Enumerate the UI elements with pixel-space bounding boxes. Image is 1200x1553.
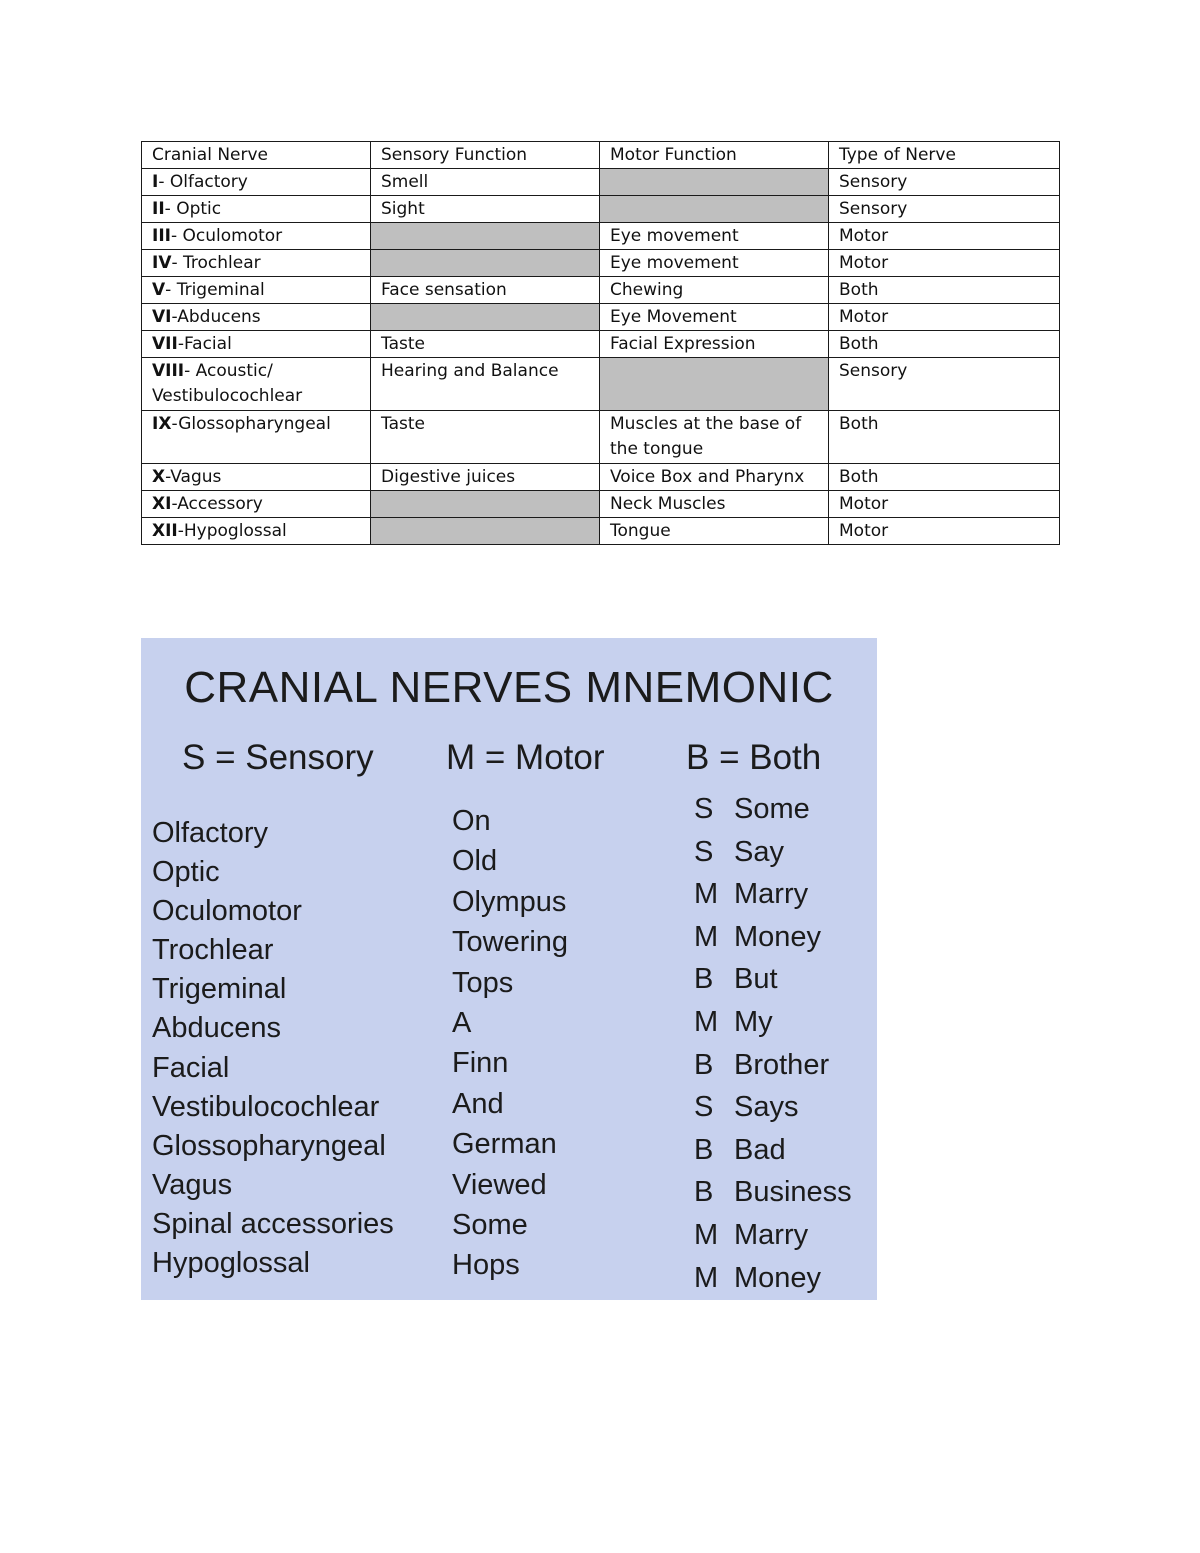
cell-type-of-nerve: Both	[829, 464, 1060, 491]
list-item	[694, 1044, 852, 1087]
cell-cranial-nerve	[142, 196, 371, 223]
nerve-numeral: X	[152, 467, 166, 487]
list-item	[694, 831, 852, 874]
table-row	[142, 169, 1060, 196]
list-item: Old	[452, 845, 498, 878]
nerve-name: - Acoustic/ Vestibulocochlear	[152, 361, 303, 406]
table-row	[142, 358, 1060, 411]
cell-cranial-nerve	[142, 250, 371, 277]
cell-motor-function: Eye movement	[600, 250, 829, 277]
list-item: Abducens	[152, 1012, 281, 1045]
list-item: Glossopharyngeal	[152, 1129, 386, 1162]
nerve-name: -Vagus	[165, 467, 222, 487]
nerve-name: - Trochlear	[171, 253, 261, 273]
nerve-numeral: V	[152, 280, 166, 300]
cell-cranial-nerve	[142, 331, 371, 358]
cell-sensory-function: Digestive juices	[371, 464, 600, 491]
list-item	[694, 788, 852, 831]
table-row	[142, 277, 1060, 304]
cell-sensory-function	[371, 304, 600, 331]
nerve-numeral: VI	[152, 307, 172, 327]
list-item: Olympus	[452, 885, 567, 918]
legend-both: B = Both	[686, 738, 822, 777]
type-code-word: Money	[734, 920, 822, 953]
cell-motor-function: Neck Muscles	[600, 491, 829, 518]
list-item: Optic	[152, 856, 220, 889]
nerve-name: - Oculomotor	[170, 226, 283, 246]
nerve-name: - Optic	[164, 199, 222, 219]
type-code-letter: M	[694, 1005, 719, 1038]
type-code-word: But	[734, 963, 778, 996]
list-item	[694, 1214, 852, 1257]
type-code-word: Bad	[734, 1133, 786, 1166]
table-row	[142, 331, 1060, 358]
cell-type-of-nerve: Both	[829, 331, 1060, 358]
cell-motor-function: Tongue	[600, 518, 829, 545]
cell-sensory-function	[371, 491, 600, 518]
list-item: Oculomotor	[152, 895, 302, 928]
header-motor-function: Motor Function	[600, 142, 829, 169]
list-item: German	[452, 1128, 557, 1161]
type-code-letter: B	[694, 1048, 714, 1081]
nerve-name: -Hypoglossal	[177, 521, 287, 541]
cell-sensory-function	[371, 250, 600, 277]
type-code-letter: B	[694, 1133, 714, 1166]
cell-motor-function	[600, 169, 829, 196]
list-item	[694, 958, 852, 1001]
list-item: Tops	[452, 966, 514, 999]
nerve-numeral: IX	[152, 414, 172, 434]
cell-sensory-function: Taste	[371, 411, 600, 464]
cranial-nerve-table	[141, 141, 1060, 545]
nerve-name: -Accessory	[171, 494, 263, 514]
cell-cranial-nerve	[142, 223, 371, 250]
cell-type-of-nerve: Motor	[829, 223, 1060, 250]
list-item: Finn	[452, 1047, 509, 1080]
cell-motor-function: Eye Movement	[600, 304, 829, 331]
type-code-letter: B	[694, 1176, 714, 1209]
list-item: Spinal accessories	[152, 1207, 394, 1240]
list-item: Trochlear	[152, 934, 274, 967]
list-item	[694, 1171, 852, 1214]
cell-cranial-nerve	[142, 304, 371, 331]
mnemonic-panel	[141, 638, 877, 1300]
cell-type-of-nerve: Motor	[829, 250, 1060, 277]
list-item	[694, 1086, 852, 1129]
type-code-letter: B	[694, 963, 714, 996]
table-row	[142, 223, 1060, 250]
cell-motor-function: Voice Box and Pharynx	[600, 464, 829, 491]
table-header-row	[142, 142, 1060, 169]
cell-cranial-nerve	[142, 277, 371, 304]
legend-motor: M = Motor	[446, 738, 605, 777]
list-item: Vagus	[152, 1168, 233, 1201]
table-row	[142, 250, 1060, 277]
cell-sensory-function	[371, 223, 600, 250]
cell-cranial-nerve	[142, 169, 371, 196]
cell-type-of-nerve: Sensory	[829, 196, 1060, 223]
nerve-numeral: VII	[152, 334, 178, 354]
table-row	[142, 491, 1060, 518]
type-code-word: Business	[734, 1176, 852, 1209]
type-code-word: Say	[734, 835, 784, 868]
nerve-name: - Trigeminal	[165, 280, 265, 300]
type-code-word: Says	[734, 1091, 799, 1124]
cell-motor-function: Muscles at the base of the tongue	[600, 411, 829, 464]
cell-type-of-nerve: Both	[829, 277, 1060, 304]
list-item: Trigeminal	[152, 973, 287, 1006]
mnemonic-word-list	[452, 801, 568, 1286]
list-item: And	[452, 1087, 504, 1120]
cell-sensory-function: Face sensation	[371, 277, 600, 304]
list-item: Hops	[452, 1249, 520, 1282]
list-item: Towering	[452, 926, 569, 959]
cell-cranial-nerve	[142, 411, 371, 464]
table-row	[142, 411, 1060, 464]
type-code-word: Marry	[734, 878, 809, 911]
header-type-of-nerve: Type of Nerve	[829, 142, 1060, 169]
list-item: A	[452, 1007, 472, 1040]
cell-type-of-nerve: Sensory	[829, 169, 1060, 196]
nerve-name-list	[152, 814, 394, 1283]
cell-sensory-function: Sight	[371, 196, 600, 223]
cell-type-of-nerve: Sensory	[829, 358, 1060, 411]
table-row	[142, 464, 1060, 491]
nerve-numeral: I	[152, 172, 159, 192]
list-item: Hypoglossal	[152, 1247, 310, 1280]
cell-cranial-nerve	[142, 358, 371, 411]
type-code-letter: S	[694, 793, 714, 825]
nerve-numeral: XII	[152, 521, 178, 541]
list-item: Olfactory	[152, 817, 269, 849]
list-item	[694, 1129, 852, 1172]
list-item: On	[452, 805, 491, 837]
cell-motor-function: Eye movement	[600, 223, 829, 250]
cell-cranial-nerve	[142, 518, 371, 545]
type-code-word: Marry	[734, 1218, 809, 1251]
type-code-list	[694, 788, 852, 1299]
table-row	[142, 518, 1060, 545]
type-code-word: Money	[734, 1261, 822, 1294]
list-item: Vestibulocochlear	[152, 1090, 380, 1123]
nerve-name: -Facial	[177, 334, 232, 354]
type-code-word: Some	[734, 793, 810, 825]
cell-motor-function	[600, 358, 829, 411]
cell-type-of-nerve: Motor	[829, 304, 1060, 331]
type-code-letter: M	[694, 1218, 719, 1251]
nerve-name: - Olfactory	[158, 172, 248, 192]
nerve-name: -Glossopharyngeal	[171, 414, 331, 434]
legend-sensory: S = Sensory	[182, 738, 374, 777]
mnemonic-title: CRANIAL NERVES MNEMONIC	[184, 663, 834, 712]
nerve-numeral: IV	[152, 253, 172, 273]
type-code-letter: M	[694, 878, 719, 911]
cell-cranial-nerve	[142, 464, 371, 491]
list-item	[694, 1001, 852, 1044]
type-code-word: My	[734, 1005, 773, 1038]
cell-motor-function: Facial Expression	[600, 331, 829, 358]
type-code-letter: S	[694, 835, 714, 868]
table-row	[142, 196, 1060, 223]
cell-sensory-function: Taste	[371, 331, 600, 358]
table-row	[142, 304, 1060, 331]
cell-type-of-nerve: Motor	[829, 518, 1060, 545]
list-item	[694, 1257, 852, 1300]
cell-motor-function: Chewing	[600, 277, 829, 304]
nerve-numeral: III	[152, 226, 171, 246]
type-code-letter: S	[694, 1091, 714, 1124]
nerve-numeral: XI	[152, 494, 172, 514]
nerve-numeral: II	[152, 199, 165, 219]
type-code-letter: M	[694, 1261, 719, 1294]
table-body	[142, 169, 1060, 545]
nerve-name: -Abducens	[171, 307, 261, 327]
list-item: Viewed	[452, 1168, 547, 1201]
type-code-letter: M	[694, 920, 719, 953]
type-code-word: Brother	[734, 1048, 830, 1081]
nerve-numeral: VIII	[152, 361, 185, 381]
cell-motor-function	[600, 196, 829, 223]
cell-type-of-nerve: Motor	[829, 491, 1060, 518]
cell-sensory-function	[371, 518, 600, 545]
list-item	[694, 873, 852, 916]
cell-type-of-nerve: Both	[829, 411, 1060, 464]
cell-sensory-function: Smell	[371, 169, 600, 196]
cell-cranial-nerve	[142, 491, 371, 518]
cell-sensory-function: Hearing and Balance	[371, 358, 600, 411]
list-item: Some	[452, 1209, 528, 1242]
header-cranial-nerve: Cranial Nerve	[142, 142, 371, 169]
list-item: Facial	[152, 1051, 230, 1084]
header-sensory-function: Sensory Function	[371, 142, 600, 169]
list-item	[694, 916, 852, 959]
